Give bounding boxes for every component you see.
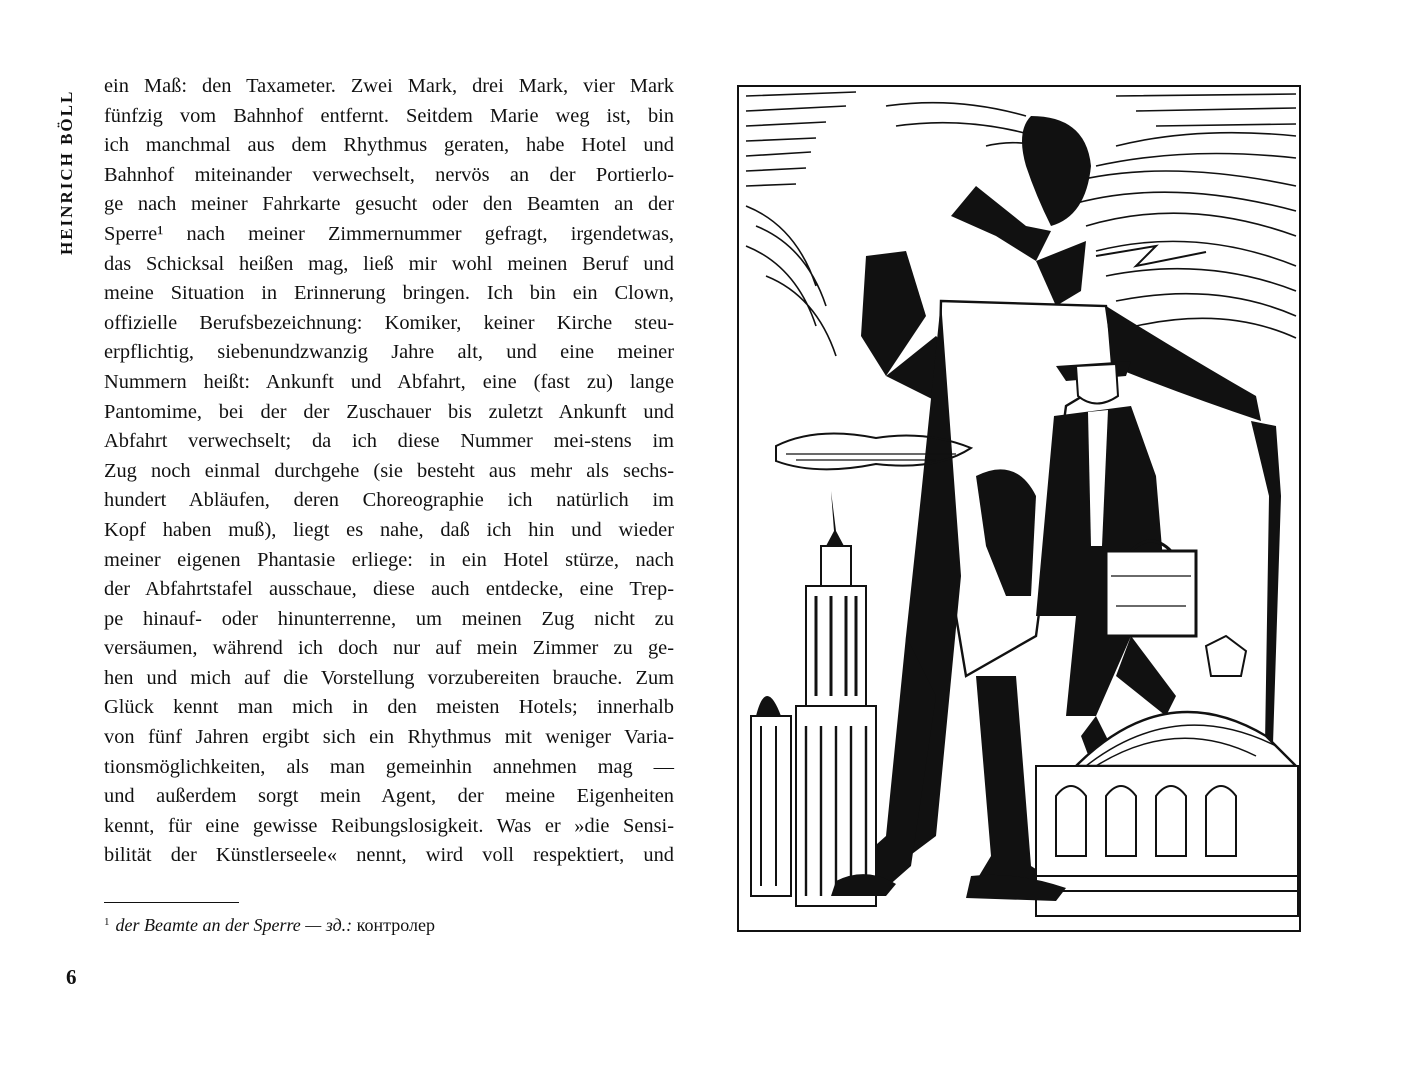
footnote-term: der Beamte an der Sperre — зд.:: [115, 915, 353, 935]
body-line: Kopf haben muß), liegt es nahe, daß ich hin und wieder: [104, 518, 674, 541]
baroque-tower: [751, 491, 876, 906]
body-line: Nummern heißt: Ankunft und Abfahrt, eine (fast zu) lange: [104, 370, 674, 393]
body-line: Zug noch einmal durchgehe (sie besteht aus mehr als sechs-: [104, 459, 674, 482]
body-line: hen und mich auf die Vorstellung vorzubereiten brauche. Zum: [104, 666, 674, 689]
page-number: 6: [66, 965, 77, 989]
body-line: ich manchmal aus dem Rhythmus geraten, habe Hotel und: [104, 134, 674, 157]
footnote: [104, 912, 664, 938]
body-line: Bahnhof miteinander verwechselt, nervös an der Portierlo-: [104, 163, 674, 186]
body-line: bilität der Künstlerseele« nennt, wird voll respektiert, und: [104, 844, 674, 867]
body-line: offizielle Berufsbezeichnung: Komiker, keiner Kirche steu-: [104, 311, 674, 334]
body-line: Abfahrt verwechselt; da ich diese Nummer mei-stens im: [104, 430, 674, 453]
body-line: kennt, für eine gewisse Reibungslosigkeit. Was er »die Sensi-: [104, 814, 674, 837]
body-line: meine Situation in Erinnerung bringen. Ich bin ein Clown,: [104, 282, 674, 305]
footnote-divider: [104, 902, 239, 903]
body-line: pe hinauf- oder hinunterrenne, um meinen Zug nicht zu: [104, 607, 674, 630]
body-line: Glück kennt man mich in den meisten Hotels; innerhalb: [104, 696, 674, 719]
body-line: tionsmöglichkeiten, als man gemeinhin annehmen mag —: [104, 755, 674, 778]
body-line: fünfzig vom Bahnhof entfernt. Seitdem Marie weg ist, bin: [104, 104, 674, 127]
body-line: der Abfahrtstafel ausschaue, diese auch entdecke, eine Trep-: [104, 578, 674, 601]
body-line: und außerdem sorgt mein Agent, der meine Eigenheiten: [104, 785, 674, 808]
body-line: Sperre¹ nach meiner Zimmernummer gefragt, irgendetwas,: [104, 222, 674, 245]
body-line: von fünf Jahren ergibt sich ein Rhythmus mit weniger Varia-: [104, 726, 674, 749]
body-line: ein Maß: den Taxameter. Zwei Mark, drei Mark, vier Mark: [104, 75, 674, 97]
footnote-translation: контролер: [352, 915, 435, 935]
body-text: [104, 72, 674, 871]
footnote-marker: 1: [104, 916, 110, 928]
body-line: ge nach meiner Fahrkarte gesucht oder den Beamten an der: [104, 193, 674, 216]
body-line: Pantomime, bei der der Zuschauer bis zuletzt Ankunft und: [104, 400, 674, 423]
body-line: meiner eigenen Phantasie erliege: in ein Hotel stürze, nach: [104, 548, 674, 571]
body-line: hundert Abläufen, deren Choreographie ich natürlich im: [104, 489, 674, 512]
ink-illustration-icon: [736, 76, 1302, 936]
body-line: versäumen, während ich doch nur auf mein Zimmer zu ge-: [104, 637, 674, 660]
body-line: das Schicksal heißen mag, ließ mir wohl meinen Beruf und: [104, 252, 674, 275]
body-line: erpflichtig, siebenundzwanzig Jahre alt, und eine meiner: [104, 341, 674, 364]
running-head: HEINRICH BÖLL: [57, 89, 76, 255]
